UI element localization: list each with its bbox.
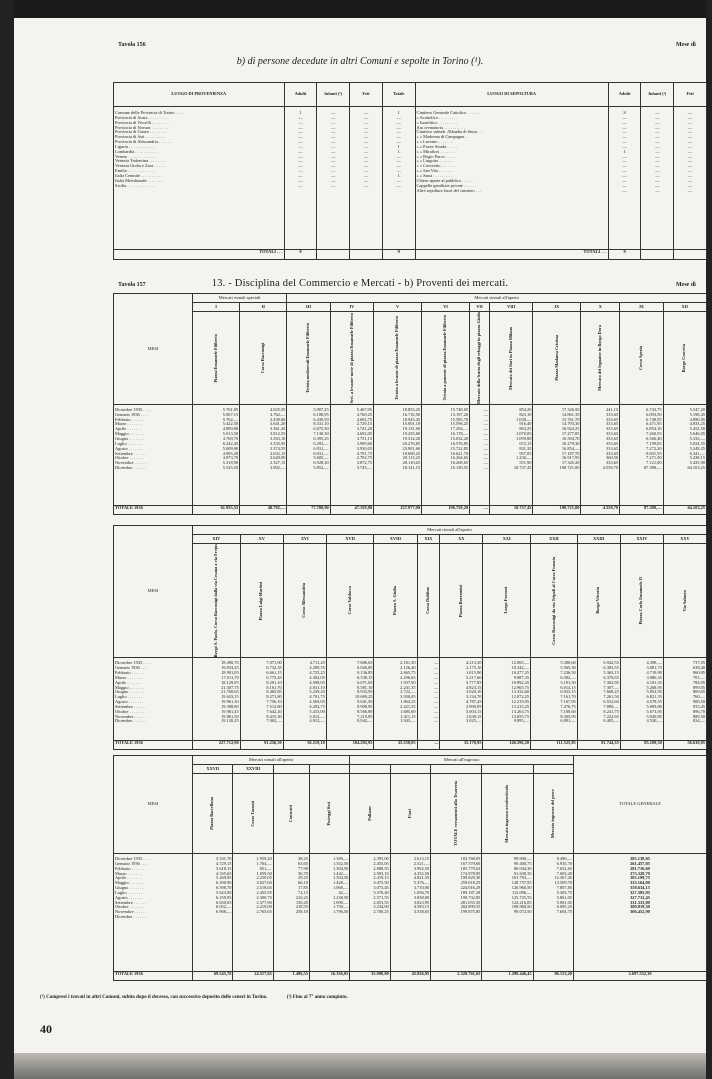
col-name-text: Piazza Luigi Martini xyxy=(258,581,264,620)
col-name-text: Piazza Emanuele Filiberto xyxy=(212,333,218,383)
col-name-t2-5 xyxy=(417,544,440,658)
totali-label-left: TOTALI . . . xyxy=(114,250,285,260)
roman-t2-1: XV xyxy=(240,535,283,544)
footnote-2: (²) Fino al 7° anno compiuto. xyxy=(286,995,348,1000)
col-name-t2-2 xyxy=(283,544,326,658)
roman-xxvii: XXVII xyxy=(193,765,233,774)
col-values-t3-5: 2.613,15 2.521,— 3.992,50 4.352,50 4.821,35 5.376,— 3.710,00 1.056,70 3.838,00 3.823,95 4.583,15 3.538,65 xyxy=(390,854,430,972)
col-name-text: Fiori xyxy=(407,808,413,819)
total-t1-5: 196.750,20 xyxy=(422,506,470,515)
col-totale: Totale xyxy=(382,83,415,107)
col-values-t2-2: 4.711,20 4.209,35 4.725,25 4.302,05 4.598,05 4.831,10 5.239,20 4.701,75 4.569,05 4.292,75 5.415,00 5.012,— 4.912,— xyxy=(283,658,326,741)
group-open-air-2: Mercati rionali all'aperto xyxy=(193,526,707,535)
footnotes xyxy=(40,995,680,1000)
roman-t2-3: XVII xyxy=(326,535,374,544)
col-name-text: Largo Forroni xyxy=(503,587,509,614)
roman-t2-11: XXV xyxy=(663,535,706,544)
roman-t1-11: XII xyxy=(663,303,706,312)
col-name-t1-7 xyxy=(490,312,533,405)
col-values-t3-1: 1.959,20 1.764,— 651,— 1.059,50 2.250,05 3.027,60 2.518,65 2.455,95 2.300,75 2.377,90 2.219,00 2.765,65 xyxy=(233,854,273,972)
col-name-t2-9 xyxy=(577,544,620,658)
col-name-text: Piazza Madama Cristina xyxy=(553,335,559,381)
markets-table-2 xyxy=(113,525,707,750)
totale-label: TOTALE 1936 xyxy=(114,972,193,981)
col-values-t2-10: 4.398,— 3.081,75 4.719,90 3.986,35 4.181,35 5.268,95 5.852,95 6.821,35 4.578,55 5.009,80 5.673,95 5.920,85 4.530,— xyxy=(620,658,663,741)
totale-generale-header: TOTALE GENERALE xyxy=(574,756,707,854)
prov-infanti: — — — — — — — — — — — — — — — — xyxy=(317,107,350,250)
mesi-header: MESI xyxy=(114,294,193,405)
totali-label-right: TOTALI . . . xyxy=(415,250,608,260)
col-name-text: Mercato della frutta degli erbaggi in piazza Giulio xyxy=(476,312,482,404)
col-name-text: Posteggi fissi xyxy=(326,801,332,826)
roman-t2-7: XXI xyxy=(483,535,531,544)
total-t3-6: 2.320.761,65 xyxy=(431,972,482,981)
col-values-t2-5: — — — — — — — — — — — — — xyxy=(417,658,440,741)
roman-t1-7: VIII xyxy=(490,303,533,312)
col-name-t2-4 xyxy=(374,544,417,658)
col-values-t2-6: 4.213,30 2.175,10 1.015,90 3.217,60 3.777,85 4.823,15 3.020,10 3.134,70 4.787,45 2.990,95 5.003,15 1.630,15 3.025,— xyxy=(440,658,483,741)
col-values-t3-2: 38,25 63,65 77,90 36,70 29,25 66,10 17,85 72,15 216,25 150,45 218,55 258,10 xyxy=(273,854,309,972)
col-name-text: Sett. a levante-notte di piazza Emanuele Filiberto xyxy=(348,312,354,404)
col-provenienza: LUOGO DI PROVENIENZA xyxy=(114,83,285,107)
total-t1-1: 40.792,— xyxy=(240,506,287,515)
total-t1-7: 10.737,45 xyxy=(490,506,533,515)
col-name-t3-2 xyxy=(273,774,309,854)
totale-label: TOTALE 1936 xyxy=(114,741,193,750)
month-list: Dicembre 1935 . . . . Gennaio 1936 . . . . Febbraio . . . . . . Marzo . . . . . . . Aprile . . . . . . . Maggio . . . . . . . Giugno . . . . . . . Luglio . . . . . . . Agosto . . . . . . . Settembre . . . . . . Ottobre . . . . . . . Novembre . . . . . . Dicembre . . . . . . xyxy=(114,658,193,741)
col-name-t3-5 xyxy=(390,774,430,854)
col-name-t1-1 xyxy=(240,312,287,405)
col-sep-feti: Feti xyxy=(674,83,707,107)
roman-t1-6: VII xyxy=(470,303,490,312)
total-t1-3: 47.159,80 xyxy=(330,506,373,515)
col-values-t2-9: 6.942,55 6.383,55 5.363,15 6.370,65 7.302,95 7.307,— 7.668,25 7.261,50 6.552,60 7.890,— 8.241,75 7.222,65 6.405,— xyxy=(577,658,620,741)
roman-t2-9: XXIII xyxy=(577,535,620,544)
footnote-1: (¹) Compresi i trovati in altri Comuni, subito dopo il decesso, con successivo deposito delle ceneri in Torino. xyxy=(40,995,268,1000)
roman-t1-2: III xyxy=(287,303,330,312)
col-name-t2-8 xyxy=(531,544,578,658)
col-name-text: Tettoia medioevali Emanuele Filiberto xyxy=(305,322,311,394)
col-name-t3-7 xyxy=(482,774,533,854)
col-name-t2-6 xyxy=(440,544,483,658)
col-name-t1-4 xyxy=(374,312,422,405)
col-sep-adulti: Adulti xyxy=(608,83,641,107)
roman-t1-8: IX xyxy=(533,303,581,312)
col-name-text: Piazza Carlo Emanuele II xyxy=(638,576,644,625)
col-values-t1-1: 4.025,55 3.762,— 3.439,60 3.641,20 3.361,45 3.812,55 3.563,10 3.335,95 3.374,55 3.632,15 3.620,90 2.327,15 3.902,— xyxy=(240,404,287,505)
month-list: Dicembre 1935 . . . . Gennaio 1936 . . . . Febbraio . . . . . . Marzo . . . . . . . Aprile . . . . . . . Maggio . . . . . . . Giugno . . . . . . . Luglio . . . . . . . Agosto . . . . . . . Settembre . . . . . . Ottobre . . . . . . . Novembre . . . . . . Dicembre . . . . . . xyxy=(114,854,193,972)
total-t1-8: 198.721,00 xyxy=(533,506,581,515)
total-t2-1: 91.256,50 xyxy=(240,741,283,750)
total-t3-3: 16.356,05 xyxy=(309,972,349,981)
roman-t1-5: VI xyxy=(422,303,470,312)
roman-t2-4: XVIII xyxy=(374,535,417,544)
col-values-t1-10: 6.743,75 6.093,50 6.748,55 6.471,95 6.854,10 7.260,55 6.566,40 7.199,05 7.272,20 9.691,55 7.271,30 7.121,00 87.388,— xyxy=(620,404,663,505)
col-name-t3-8 xyxy=(533,774,573,854)
page-number: 40 xyxy=(40,1022,52,1036)
totali-adulti: 9 xyxy=(284,250,317,260)
table-number: Tavola 156 xyxy=(118,42,146,48)
col-infanti: Infanti (¹) xyxy=(317,83,350,107)
group-special: Mercati rionali speciali xyxy=(193,294,287,303)
burial-table xyxy=(113,82,707,260)
total-t1-10: 87.388,— xyxy=(620,506,663,515)
total-t1-9: 4.559,70 xyxy=(581,506,620,515)
col-values-t3-4: 2.395,00 2.455,05 2.888,55 2.583,10 2.419,15 3.475,50 3.073,45 3.376,40 2.571,55 2.053,55 3.234,00 2.700,25 xyxy=(350,854,390,972)
col-name-t3-1 xyxy=(233,774,273,854)
roman-t1-4: V xyxy=(374,303,422,312)
col-values-t1-4: 18.853,25 16.716,50 18.943,45 15.001,10 19.131,00 19.255,60 19.314,20 20.276,85 23.901,60 18.669,25 20.113,25 20.110,65 18.141,15 xyxy=(374,404,422,505)
mesi-header-2: MESI xyxy=(114,526,193,658)
totali-sep-adulti: 9 xyxy=(608,250,641,260)
col-values-t1-7: 854,20 823,10 1.030,— 916,40 863,25 1.070,05 1.099,80 672,15 831,35 957,05 1.236,— 551,90 10.737,45 xyxy=(490,404,533,505)
total-t2-4: 25.558,05 xyxy=(374,741,417,750)
sepoltura-list: Cimitero Generale Cattolico . . . . . . » Acattolico . . . . . . . . . » Israelitico . . . . . . . . . Ara crematoria . . . . . . . . . . Cimitero suburb. Abbadia di Stura . . . » » Madonna di Campagna . . » » Lucento . . . . . . . » » Pozzo Strada . . . . . » » Mirafiori . . . . . . . » » Regio Parco . . . . . » » Lingotto . . . . . . . » » Cavoretto . . . . . . . » » San Vito . . . . . . . » » Sassi . . . . . . . . . Chiese aperte al pubblico . . . . . . Cappelle gentilizie private . . . . . . Altre sepolture fuori del cimitero . . . xyxy=(415,107,608,250)
table-number-157: Tavola 157 xyxy=(118,282,146,288)
col-feti: Feti xyxy=(350,83,383,107)
total-t3-4: 35.990,90 xyxy=(350,972,390,981)
roman-t1-10: XI xyxy=(620,303,663,312)
col-name-t2-10 xyxy=(620,544,663,658)
page-edge xyxy=(0,0,14,1079)
col-values-t3-3: 1.309,— 1.352,50 1.304,50 1.442,— 1.504,50 1.428,— 1.068,— 42,— 1.238,50 1.090,— 1.750,— 1.796,50 xyxy=(309,854,349,972)
col-values-t2-7: 12.065,— 10.342,— 10.277,25 9.887,35 10.892,45 12.965,75 13.332,60 12.072,25 12.219,95 13.215,25 13.263,75 13.655,75 9.895,— xyxy=(483,658,531,741)
total-t1-6: — xyxy=(470,506,490,515)
col-name-text: Mercato ingrosso del pesce xyxy=(549,788,555,839)
roman-t2-6: XX xyxy=(440,535,483,544)
col-name-t1-2 xyxy=(287,312,330,405)
col-values-t3-8: 8.490,— 6.935,70 7.652,65 7.603,20 12.367,45 13.509,70 7.807,85 5.303,75 5.861,05 5.081,05 6.095,25 7.604,75 xyxy=(533,854,573,972)
total-t1-4: 237.977,00 xyxy=(374,506,422,515)
total-t2-7: 146.596,20 xyxy=(483,741,531,750)
total-t2-10: 85.109,50 xyxy=(620,741,663,750)
total-t2-6: 35.170,95 xyxy=(440,741,483,750)
scan-bottom-shadow xyxy=(14,1053,706,1079)
col-name-text: Borgo Crocetta xyxy=(681,343,687,373)
col-sepoltura: LUOGO DI SEPOLTURA xyxy=(415,83,608,107)
roman-t2-10: XXIV xyxy=(620,535,663,544)
col-values-t1-8: 17.326,50 14.861,35 15.761,70 14.793,30 16.924,25 17.277,85 16.594,70 16.279,30 16.854,— 17.187,70 16.917,95 17.345,20 198.721,00 xyxy=(533,404,581,505)
col-name-text: Corso Dublino xyxy=(425,587,431,615)
total-t1-2: 77.700,90 xyxy=(287,506,330,515)
col-name-text: Corso Racconigi da via Tripoli al Corso Francia xyxy=(550,556,556,645)
total-t2-8: 111.525,85 xyxy=(531,741,578,750)
total-t1-0: 61.955,55 xyxy=(193,506,240,515)
roman-t1-3: IV xyxy=(330,303,373,312)
col-name-t1-8 xyxy=(533,312,581,405)
col-name-t2-0 xyxy=(193,544,241,658)
total-t2-3: 104.292,95 xyxy=(326,741,374,750)
col-name-t1-6 xyxy=(470,312,490,405)
col-values-t1-0: 5.761,05 5.067,15 5.762,— 5.422,50 4.889,80 5.013,50 4.769,70 6.242,45 5.009,90 4.995,20 4.873,70 5.318,90 5.525,50 xyxy=(193,404,240,505)
col-name-text: Piazza Barcellona xyxy=(209,797,215,830)
col-name-text: Borgo Vittoria xyxy=(595,587,601,614)
provenienza-list: Comune della Provincia di Torino . . . . Provincia di Aosta . . . . . . . . . Provincia di Vercelli . . . . . . . . Provincia di Novara . . . . . . . . Provincia di Cuneo . . . . . . . . Provincia di Asti . . . . . . . . . Provincia di Alessandria . . . . . . Liguria . . . . . . . . . . . . . Lombardia . . . . . . . . . . . Veneto . . . . . . . . . . . . . Venezia Tridentina . . . . . . . . Venezia Giulia e Zara . . . . . . Emilia . . . . . . . . . . . . . Italia Centrale . . . . . . . . . . Italia Meridionale . . . . . . . . Sicilia . . . . . . . . . . . . . xyxy=(114,107,285,250)
roman-t2-5: XIX xyxy=(417,535,440,544)
month-header: Mese di xyxy=(676,42,696,48)
total-t1-11: 64.103,25 xyxy=(663,506,706,515)
total-t2-2: 56.519,10 xyxy=(283,741,326,750)
totali-totale: 9 xyxy=(382,250,415,260)
col-values-t2-8: 5.380,60 5.565,30 7.236,50 6.302,— 5.191,50 6.014,15 6.923,15 7.161,70 7.167,95 7.476,75 7.100,60 8.305,95 6.891,— xyxy=(531,658,578,741)
month-list: Dicembre 1935 . . . . Gennaio 1936 . . . . Febbraio . . . . . . Marzo . . . . . . . Aprile . . . . . . . Maggio . . . . . . . Giugno . . . . . . . Luglio . . . . . . . Agosto . . . . . . . Settembre . . . . . . Ottobre . . . . . . . Novembre . . . . . . Dicembre . . . . . . xyxy=(114,404,193,505)
col-name-text: Contratti xyxy=(288,804,293,823)
col-name-text: Piazza Borromini xyxy=(458,584,463,617)
section-13-title: 13. - Disciplina del Commercio e Mercati - b) Proventi dei mercati. xyxy=(211,278,509,289)
col-values-t1-9: 241,15 333,65 333,65 333,65 333,65 333,65 333,65 333,65 333,65 333,65 360,50 333,65 4.559,70 xyxy=(581,404,620,505)
sep-adulti: 8 — — — — — — — 1 — — — — — — — — xyxy=(608,107,641,250)
section-b-title: b) di persone decedute in altri Comuni e sepolte in Torino (¹). xyxy=(236,56,484,67)
col-name-text: Piazza S. Giulia xyxy=(392,586,398,616)
col-name-t1-3 xyxy=(330,312,373,405)
col-name-text: Tettoia a levante di piazza Emanuele Filiberto xyxy=(394,315,400,401)
col-values-t2-1: 7.071,00 6.732,35 6.661,15 6.775,45 8.201,10 8.161,70 8.465,85 8.271,80 7.756,10 7.512,80 7.642,20 8.415,30 7.902,— xyxy=(240,658,283,741)
roman-t2-0: XIV xyxy=(193,535,241,544)
col-name-t2-3 xyxy=(326,544,374,658)
col-values-t1-11: 5.547,20 5.190,45 4.890,05 4.833,25 5.452,50 5.646,05 5.333,— 5.024,55 5.249,25 6.341,— 5.438,15 5.425,90 64.103,25 xyxy=(663,404,706,505)
col-name-text: Corso Tassoni xyxy=(249,800,255,827)
col-values-t3-0: 5.531,70 4.729,15 5.618,15 4.335,65 5.269,95 6.290,90 6.598,70 5.623,90 6.159,95 6.650,05 6.052,— 6.908,— xyxy=(193,854,233,972)
col-values-t3-6: 183.768,05 167.570,60 185.779,63 174.978,85 199.829,30 259.018,25 224.016,29 189.187,28 190.732,85 281.055,50 202.899,55 199.875,85 xyxy=(431,854,482,972)
sep-infanti: — — — — — — — — — — — — — — — — — xyxy=(641,107,674,250)
group-open-air: Mercati rionali all'aperto xyxy=(287,294,707,303)
group-open-air-3: Mercati rionali all'aperto xyxy=(193,756,350,765)
scan-top-border xyxy=(14,0,706,18)
col-values-t2-0: 18.490,70 19.833,25 18.991,05 17.011,70 18.129,05 21.307,75 21.760,65 19.633,15 19.961,30 19.398,80 19.981,45 19.861,50 19.120,25 xyxy=(193,658,241,741)
prov-totale: 1 — — — — — — 1 1 — — — — 1 — — xyxy=(382,107,415,250)
col-name-t2-7 xyxy=(483,544,531,658)
markets-table-1 xyxy=(113,293,707,515)
col-name-text: Mercato dei fiori in Piazza Milano xyxy=(507,326,513,390)
col-name-text: Via Saluzzo xyxy=(681,589,687,612)
col-name-t3-3 xyxy=(309,774,349,854)
totale-label: TOTALE 1936 xyxy=(114,506,193,515)
col-name-t3-6 xyxy=(431,774,482,854)
col-name-t1-9 xyxy=(581,312,620,405)
roman-t2-2: XVI xyxy=(283,535,326,544)
totale-generale-total: 3.697.532,30 xyxy=(574,972,707,981)
col-values-t2-3: 7.686,65 6.026,85 9.136,85 6.538,15 6.071,65 8.581,10 8.933,95 10.669,25 9.041,50 8.908,95 8.566,80 7.219,85 8.942,— xyxy=(326,658,374,741)
roman-t1-1: II xyxy=(240,303,287,312)
col-sep-infanti: Infanti (¹) xyxy=(641,83,674,107)
col-name-text: Corso Allessandria xyxy=(301,583,307,619)
month-header-2: Mese di xyxy=(676,282,696,288)
col-values-t3-7: 99.900,— 90.400,75 80.044,30 91.638,35 101.793,— 128.757,95 126.960,50 112.096,— 125.725,55 124.216,85 108.960,50 99.072,50 xyxy=(482,854,533,972)
roman-t1-0: I xyxy=(193,303,240,312)
total-t2-11: 56.630,85 xyxy=(663,741,706,750)
col-values-t2-11: 737,05 638,40 960,95 701,— 784,95 899,05 869,65 760,— 900,50 933,45 896,70 889,50 824,— xyxy=(663,658,706,741)
total-t3-7: 1.298.446,45 xyxy=(482,972,533,981)
col-name-text: Corso Spezia xyxy=(637,345,643,370)
col-values-t1-5: 15.748,65 13.197,20 15.585,70 15.596,25 17.204,— 16.178,— 15.032,20 16.576,85 15.722,85 16.621,70 16.264,65 16.268,65 16.139,55 xyxy=(422,404,470,505)
col-name-text: Borgo S. Paolo, Corso Racconigi dalla via Cesana a via Frejus xyxy=(212,544,218,658)
col-name-t2-11 xyxy=(663,544,706,658)
roman-xxviii: XXVIII xyxy=(233,765,273,774)
col-name-text: TOTALE versamenti alla Tesoreria xyxy=(452,781,458,846)
prov-feti: — — — — — — — — — — — — — — — — xyxy=(350,107,383,250)
sep-feti: — — — — — — — — — — — — — — — — — xyxy=(674,107,707,250)
col-name-t3-4 xyxy=(350,774,390,854)
col-name-t1-11 xyxy=(663,312,706,405)
total-t2-0: 227.712,90 xyxy=(193,741,241,750)
col-name-t1-0 xyxy=(193,312,240,405)
total-t2-9: 81.744,35 xyxy=(577,741,620,750)
total-t3-8: 86.153,20 xyxy=(533,972,573,981)
total-t3-1: 24.517,65 xyxy=(233,972,273,981)
col-values-t1-6: — — — — — — — — — — — — — xyxy=(470,404,490,505)
total-t3-2: 1.496,55 xyxy=(273,972,309,981)
col-values-t2-4: 2.181,30 2.126,40 2.665,75 2.296,65 1.937,90 2.241,35 2.722,— 3.930,05 1.864,25 2.421,55 1.685,60 1.411,15 1.945,— xyxy=(374,658,417,741)
col-name-t1-5 xyxy=(422,312,470,405)
col-name-t3-0 xyxy=(193,774,233,854)
col-name-text: Corso Racconigi xyxy=(259,342,265,374)
roman-t2-8: XXII xyxy=(531,535,578,544)
col-name-text: Corso Valdocco xyxy=(346,586,352,615)
col-name-text: Pollame xyxy=(366,806,372,821)
col-adulti: Adulti xyxy=(284,83,317,107)
group-wholesale: Mercati all'ingrosso xyxy=(350,756,574,765)
col-name-text: Mercato del legname in Borgo Dora xyxy=(596,325,602,391)
col-values-t1-3: 5.467,95 4.760,25 4.692,75 2.729,15 3.741,20 4.692,05 3.751,15 3.909,60 3.930,05 4.701,75 2.702,75 3.872,75 3.745,— xyxy=(330,404,373,505)
roman-t1-9: X xyxy=(581,303,620,312)
total-t3-5: 45.826,95 xyxy=(390,972,430,981)
col-name-text: Tettoia a ponente di piazza Emanuele Filiberto xyxy=(442,315,448,401)
col-values-t1-2: 5.907,25 6.188,95 6.430,50 8.331,10 6.675,30 7.130,30 6.395,25 6.293,— 6.931,— 6.931,— 5.605,— 6.928,30 5.852,— xyxy=(287,404,330,505)
col-name-t1-10 xyxy=(620,312,663,405)
markets-table-3 xyxy=(113,755,707,981)
mesi-header-3: MESI xyxy=(114,756,193,854)
total-t2-5: — xyxy=(417,741,440,750)
totale-generale-values: 285.138,05 261.457,05 281.716,60 273.328,70 303.199,75 333.164,90 358.634,15 327.385,95 327.712,45 331.333,00 309.819,30 306.452,90 xyxy=(574,854,707,972)
total-t3-0: 69.545,70 xyxy=(193,972,233,981)
col-name-text: Mercato ingrosso ortofrutticolo xyxy=(504,784,510,843)
col-name-t2-1 xyxy=(240,544,283,658)
prov-adulti: 1 — — — — — — — — — — — — — — — xyxy=(284,107,317,250)
